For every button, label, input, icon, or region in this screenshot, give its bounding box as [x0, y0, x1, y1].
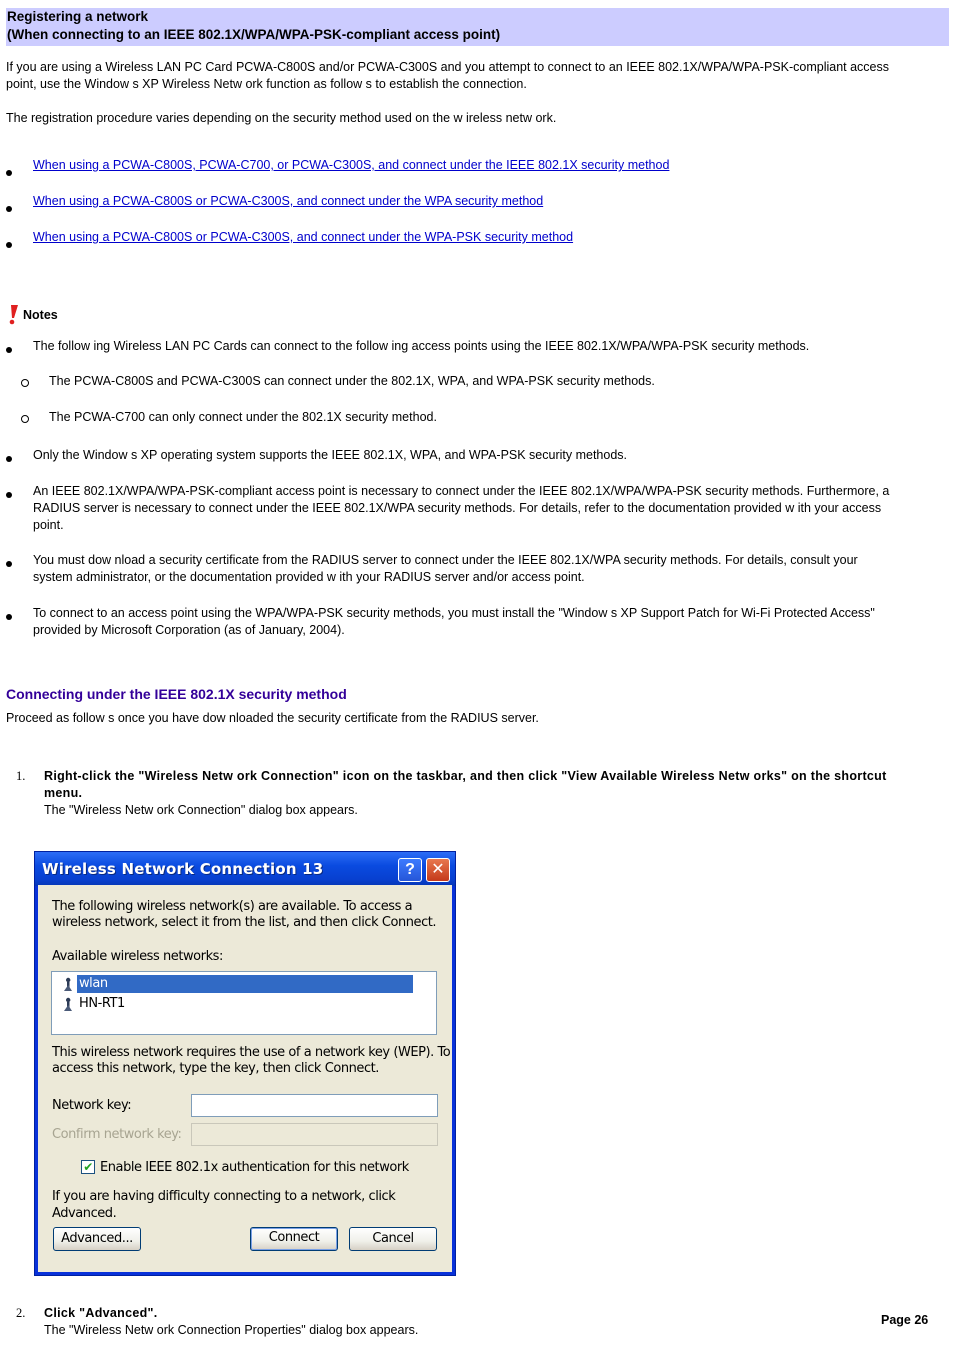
page-number: Page 26	[881, 1313, 929, 1327]
bullet	[6, 347, 12, 353]
network-key-label: Network key:	[52, 1098, 132, 1113]
step-1: Right-click the "Wireless Netw ork Connection" icon on the taskbar, and then click "View Available Wireless Netw orks" on the shortcut menu. The "Wireless Netw ork Connection" dialog box appears.	[44, 769, 887, 817]
checkmark-icon: ✔	[83, 1160, 93, 1174]
intro-paragraph-2: The registration procedure varies depending on the security method used on the w ireless netw ork.	[6, 111, 557, 125]
intro-paragraph-1: If you are using a Wireless LAN PC Card PCWA-C800S and/or PCWA-C300S and you attempt to connect to an IEEE 802.1X/WPA/WPA-PSK-compliant access point, use the Window s XP Wireless Netw ork function as follow s to establish the connection.	[6, 60, 890, 91]
link-wpa-psk-method[interactable]: When using a PCWA-C800S or PCWA-C300S, and connect under the WPA-PSK security method	[33, 230, 574, 244]
step-number: 2.	[16, 1306, 26, 1320]
dialog-title: Wireless Network Connection 13	[42, 860, 324, 878]
difficulty-text: If you are having difficulty connecting to a network, click Advanced.	[52, 1189, 396, 1221]
confirm-network-key-input	[191, 1123, 438, 1146]
close-button[interactable]	[426, 858, 450, 882]
dialog-intro-text: The following wireless network(s) are available. To access a wireless network, select it from the list, and then click Connect.	[52, 899, 437, 930]
section-title: Connecting under the IEEE 802.1X security method	[6, 686, 347, 702]
bullet	[6, 614, 12, 620]
header-title: Registering a network	[7, 9, 149, 24]
connect-button[interactable]: Connect	[250, 1227, 338, 1251]
network-item-hn-rt1[interactable]	[52, 995, 416, 1013]
bullet	[6, 170, 12, 176]
note-subitem: The PCWA-C700 can only connect under the 802.1X security method.	[49, 410, 437, 424]
page-header	[6, 8, 949, 46]
warning-exclamation-icon	[7, 305, 19, 325]
network-key-input[interactable]	[191, 1094, 438, 1117]
wep-requirement-text: This wireless network requires the use of a network key (WEP). To access this network, type the key, then click Connect.	[52, 1045, 451, 1076]
note-item: To connect to an access point using the WPA/WPA-PSK security methods, you must install the "Window s XP Support Patch for Wi-Fi Protected Access" provided by Microsoft Corporation (as of January, 2004).	[33, 606, 875, 637]
notes-title: Notes	[23, 308, 58, 322]
bullet	[6, 206, 12, 212]
antenna-icon	[63, 997, 73, 1011]
advanced-button[interactable]: Advanced...	[53, 1227, 141, 1251]
help-icon: ?	[405, 861, 415, 878]
network-item-wlan[interactable]	[52, 975, 416, 993]
step-number: 1.	[16, 769, 26, 783]
dialog-body	[38, 885, 452, 1272]
section-intro: Proceed as follow s once you have dow nloaded the security certificate from the RADIUS server.	[6, 711, 539, 725]
cancel-button[interactable]: Cancel	[349, 1227, 437, 1251]
bullet	[6, 561, 12, 567]
network-name: wlan	[77, 975, 413, 993]
ieee-8021x-checkbox-label: Enable IEEE 802.1x authentication for this network	[100, 1160, 409, 1175]
network-name: HN-RT1	[79, 996, 125, 1011]
ieee-8021x-checkbox[interactable]	[81, 1160, 95, 1174]
link-8021x-method[interactable]: When using a PCWA-C800S, PCWA-C700, or PCWA-C300S, and connect under the IEEE 802.1X security method	[33, 158, 670, 172]
available-networks-label: Available wireless networks:	[52, 949, 223, 964]
confirm-network-key-label: Confirm network key:	[52, 1127, 182, 1142]
note-subitem: The PCWA-C800S and PCWA-C300S can connect under the 802.1X, WPA, and WPA-PSK security methods.	[49, 374, 655, 388]
link-wpa-method[interactable]: When using a PCWA-C800S or PCWA-C300S, and connect under the WPA security method	[33, 194, 544, 208]
sub-bullet	[21, 379, 29, 387]
note-item: Only the Window s XP operating system supports the IEEE 802.1X, WPA, and WPA-PSK security methods.	[33, 448, 628, 462]
note-item: The follow ing Wireless LAN PC Cards can connect to the follow ing access points using the IEEE 802.1X/WPA/WPA-PSK security methods.	[33, 339, 810, 353]
bullet	[6, 242, 12, 248]
note-item: An IEEE 802.1X/WPA/WPA-PSK-compliant access point is necessary to connect under the IEEE 802.1X/WPA/WPA-PSK security methods. Furthermore, a RADIUS server is necessary to connect under the IEEE 802.1X/WPA security methods. For details, refer to the documentation provided w ith your access point.	[33, 484, 890, 532]
note-item: You must dow nload a security certificate from the RADIUS server to connect under the IEEE 802.1X/WPA security methods. For details, consult your system administrator, or the documentation provided w ith your RADIUS server and/or access point.	[33, 553, 858, 584]
bullet	[6, 492, 12, 498]
sub-bullet	[21, 415, 29, 423]
dialog-title-bar	[35, 852, 455, 886]
bullet	[6, 456, 12, 462]
networks-listbox[interactable]	[51, 971, 437, 1035]
help-button[interactable]	[398, 858, 422, 882]
header-subtitle: (When connecting to an IEEE 802.1X/WPA/WPA-PSK-compliant access point)	[7, 27, 501, 42]
antenna-icon	[63, 977, 73, 991]
step-2: Click "Advanced". The "Wireless Netw ork Connection Properties" dialog box appears.	[44, 1306, 419, 1337]
close-icon: ✕	[431, 861, 445, 878]
